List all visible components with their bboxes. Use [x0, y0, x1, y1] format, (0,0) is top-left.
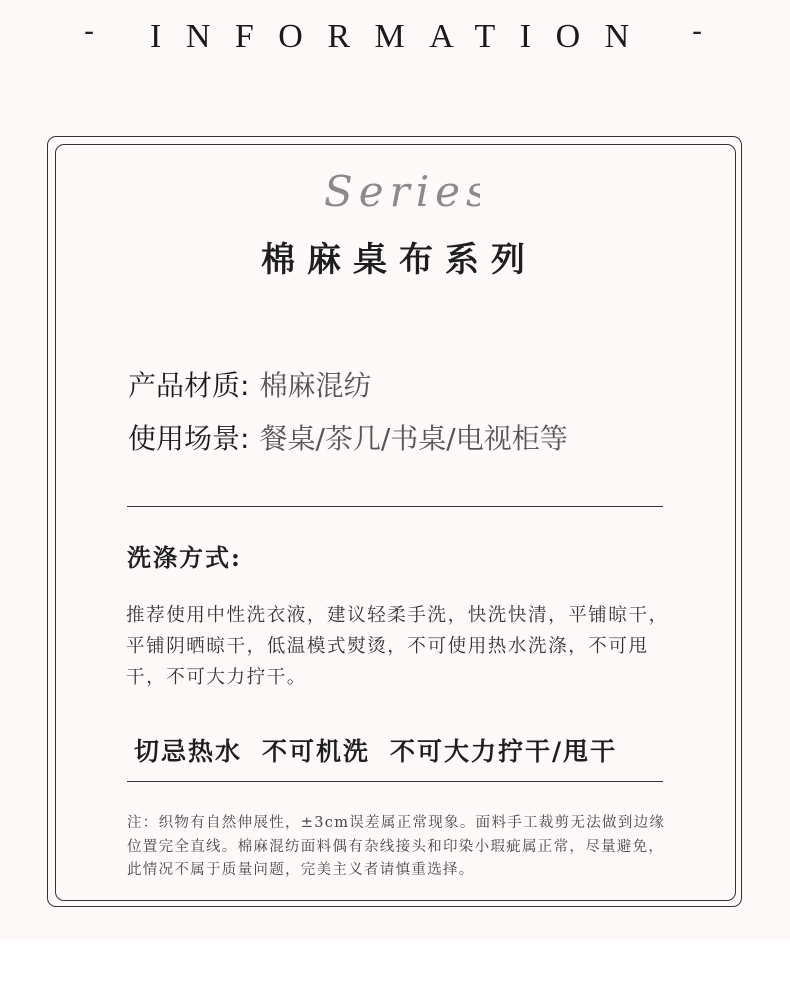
wash-heading: 洗涤方式: — [127, 543, 242, 572]
page-title: INFORMATION — [150, 18, 654, 55]
care-warnings — [134, 732, 617, 768]
header-dash-right: - — [692, 14, 703, 49]
script-series-text: Series — [324, 167, 480, 216]
spec-material-value: 棉麻混纺 — [259, 369, 372, 402]
disclaimer-note: 注：织物有自然伸展性，±3cm误差属正常现象。面料手工裁剪无法做到边缘位置完全直线。棉麻混纺面料偶有杂线接头和印染小瑕疵属正常，尽量避免，此情况不属于质量问题，完美主义者请慎重选择。 — [127, 815, 666, 878]
header — [0, 14, 790, 60]
spec-material-label: 产品材质: — [128, 369, 250, 402]
series-title: 棉麻桌布系列 — [261, 240, 537, 280]
warning-no-machine-wash: 不可机洗 — [262, 737, 371, 766]
spec-scene-row — [128, 417, 568, 457]
spec-material-row — [128, 364, 371, 404]
warning-no-wring: 不可大力拧干/甩干 — [390, 737, 618, 766]
spec-scene-label: 使用场景: — [128, 422, 250, 455]
script-series-logo — [320, 162, 480, 224]
warning-no-hot-water: 切忌热水 — [134, 737, 243, 766]
wash-instructions: 推荐使用中性洗衣液，建议轻柔手洗，快洗快清，平铺晾干，平铺阴晒晾干，低温模式熨烫，不可使用热水洗涤，不可甩干，不可大力拧干。 — [126, 605, 669, 688]
header-dash-left: - — [84, 14, 95, 49]
spec-scene-value: 餐桌/茶几/书桌/电视柜等 — [259, 422, 568, 455]
divider-bottom — [127, 781, 663, 782]
divider-top — [127, 506, 663, 507]
